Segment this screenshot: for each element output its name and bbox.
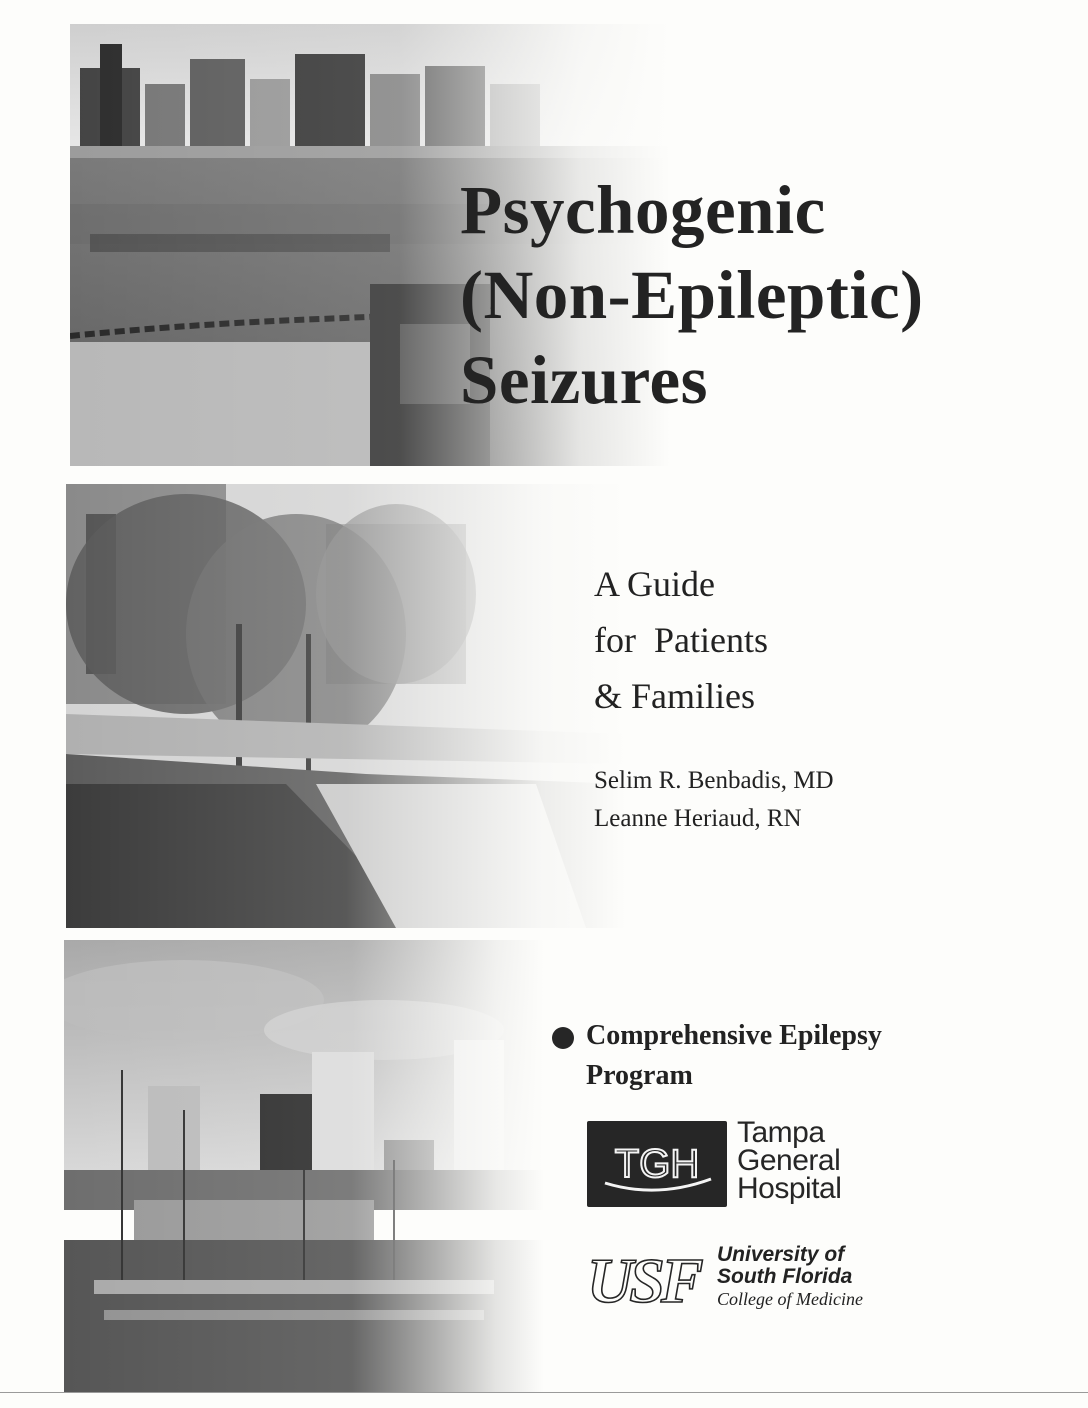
tgh-abbrev: TGH: [614, 1142, 700, 1186]
usf-abbrev: USF: [587, 1245, 700, 1316]
bullet-icon: [552, 1027, 574, 1049]
document-subtitle: [594, 556, 768, 724]
subtitle-line: & Families: [594, 676, 755, 716]
usf-logo: [585, 1240, 925, 1320]
usf-name-line: University of: [717, 1243, 845, 1266]
subtitle-line: A Guide: [594, 564, 715, 604]
title-line: Psychogenic: [460, 172, 826, 248]
usf-name: [717, 1244, 863, 1310]
usf-college-line: College of Medicine: [717, 1289, 863, 1309]
document-title: [460, 172, 1060, 418]
city-skyline-marina-photo: [64, 940, 544, 1392]
program-line: Comprehensive Epilepsy: [586, 1020, 882, 1051]
subtitle-line: for Patients: [594, 620, 768, 660]
program-heading: [552, 1016, 1006, 1096]
authors-list: [594, 762, 834, 838]
tgh-name-line: Hospital: [737, 1172, 842, 1205]
tgh-logo: [587, 1116, 887, 1211]
tgh-name-line: Tampa: [737, 1116, 825, 1149]
tgh-logo-mark: [587, 1121, 727, 1207]
author-name: Leanne Heriaud, RN: [594, 805, 802, 832]
usf-logo-mark: [585, 1240, 717, 1320]
program-name: [586, 1016, 1006, 1096]
riverside-trees-photo: [66, 484, 626, 928]
program-line: Program: [586, 1060, 693, 1091]
author-name: Selim R. Benbadis, MD: [594, 767, 834, 794]
title-line: (Non-Epileptic): [460, 257, 924, 333]
usf-name-line: South Florida: [717, 1265, 853, 1288]
title-line: Seizures: [460, 342, 709, 418]
tgh-name: [737, 1116, 842, 1205]
page-bottom-rule: [0, 1392, 1088, 1393]
tgh-name-line: General: [737, 1144, 841, 1177]
